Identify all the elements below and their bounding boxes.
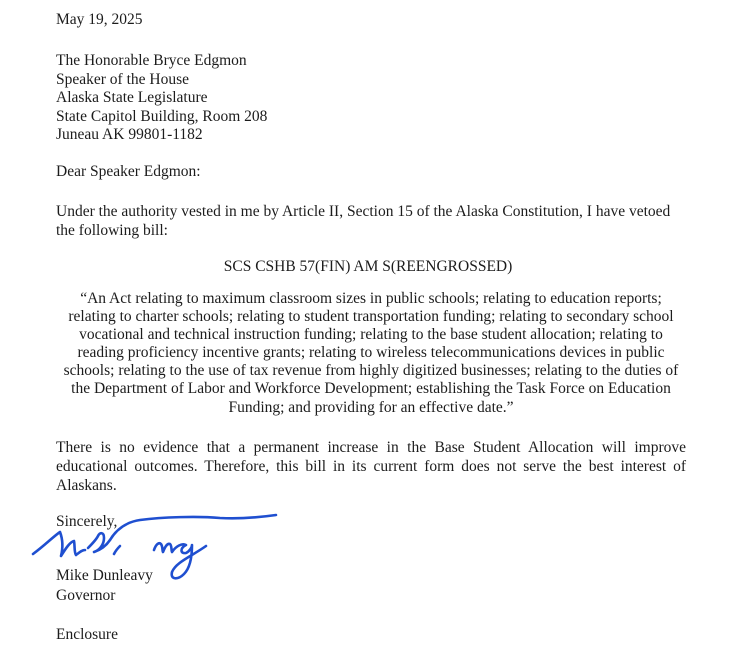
reason-paragraph: There is no evidence that a permanent increase in the Base Student Allocation will improve educational outcomes. Therefore, this bill in its current form does not serve the best interest of Alaskans.	[56, 439, 686, 494]
intro-paragraph: Under the authority vested in me by Article II, Section 15 of the Alaska Constitution, I have vetoed the following bill:	[56, 203, 671, 239]
signer-name: Mike Dunleavy	[56, 567, 153, 584]
recipient-line-3: Alaska State Legislature	[56, 89, 208, 107]
bill-title: SCS CSHB 57(FIN) AM S(REENGROSSED)	[223, 258, 513, 275]
enclosure-note: Enclosure	[56, 626, 118, 643]
recipient-line-1: The Honorable Bryce Edgmon	[56, 52, 247, 69]
salutation: Dear Speaker Edgmon:	[56, 163, 201, 180]
signer-title: Governor	[56, 587, 116, 604]
closing: Sincerely,	[56, 513, 118, 530]
letter-date: May 19, 2025	[56, 11, 143, 28]
recipient-line-2: Speaker of the House	[56, 70, 189, 88]
bill-description: “An Act relating to maximum classroom sizes in public schools; relating to education reports; relating to charter schools; relating to student transportation funding; relating to secondary school vocational and technical instruction funding; relating to the base student allocation; relating to reading proficiency incentive grants; relating to wireless telecommunications devices in public schools; relating to the use of tax revenue from highly digitized businesses; relating to the duties of the Department of Labor and Workforce Development; establishing the Task Force on Education Funding; and providing for an effective date.”	[63, 290, 679, 416]
recipient-line-5: Juneau AK 99801-1182	[56, 126, 203, 144]
recipient-line-4: State Capitol Building, Room 208	[56, 107, 268, 125]
